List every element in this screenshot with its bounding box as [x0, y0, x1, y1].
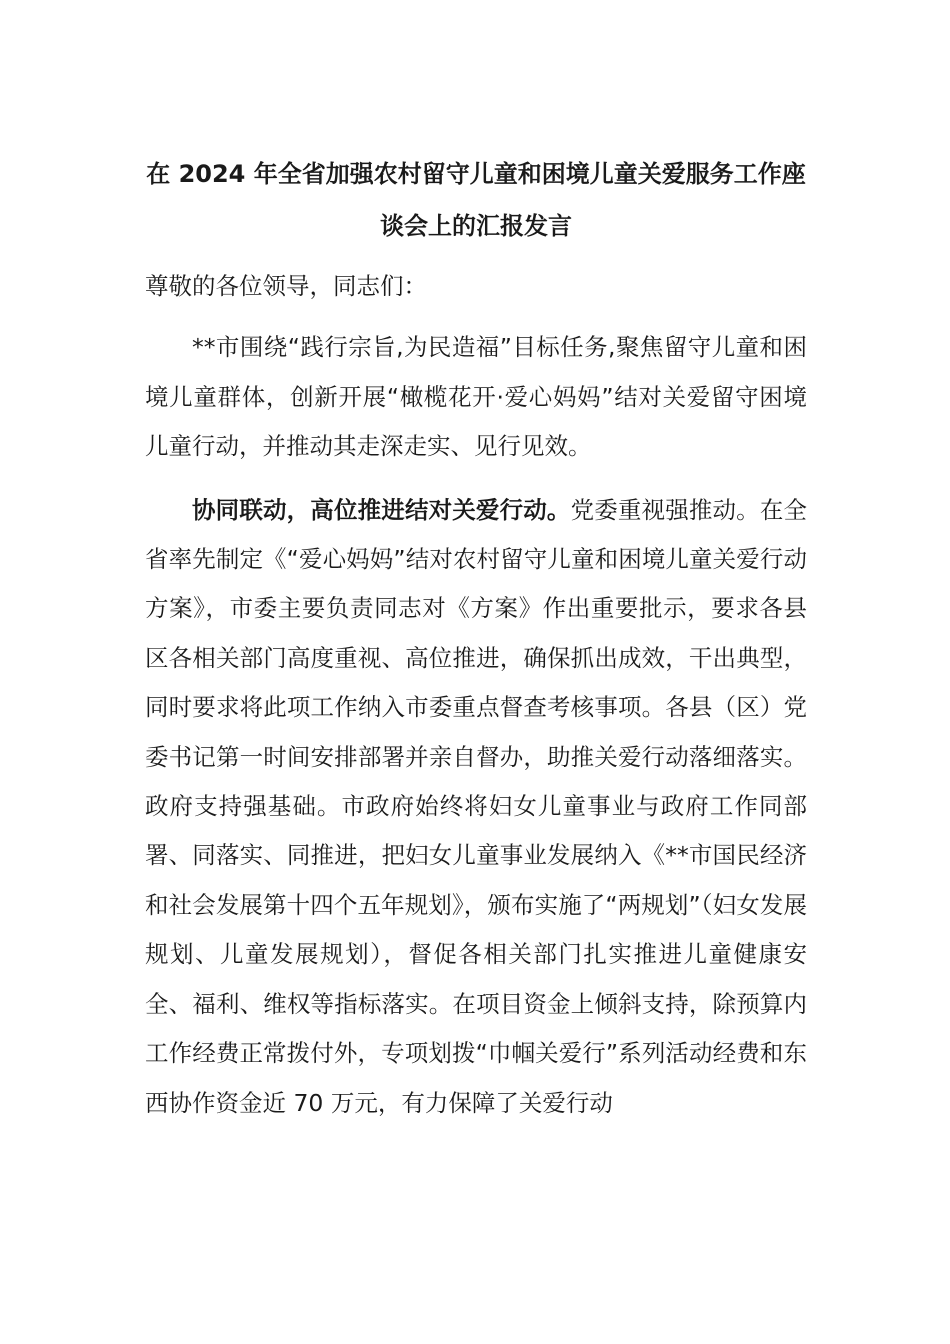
paragraph-coordination-heading: 协同联动，高位推进结对关爱行动。: [192, 495, 571, 524]
paragraph-coordination-text: 党委重视强推动。在全省率先制定《“爱心妈妈”结对农村留守儿童和困境儿童关爱行动方案》，市委主要负责同志对《方案》作出重要批示，要求各县区各相关部门高度重视、高位推进，确保抓出成效，干出典型，同时要求将此项工作纳入市委重点督查考核事项。各县（区）党委书记第一时间安排部署并亲自督办，助推关爱行动落细落实。政府支持强基础。市政府始终将妇女儿童事业与政府工作同部署、同落实、同推进，把妇女儿童事业发展纳入《**市国民经济和社会发展第十四个五年规划》，颁布实施了“两规划”（妇女发展规划、儿童发展规划），督促各相关部门扎实推进儿童健康安全、福利、维权等指标落实。在项目资金上倾斜支持，除预算内工作经费正常拨付外，专项划拨“巾帼关爱行”系列活动经费和东西协作资金近 70 万元，有力保障了关爱行动: [145, 495, 808, 1117]
paragraph-intro: [145, 323, 807, 471]
document-title: 在 2024 年全省加强农村留守儿童和困境儿童关爱服务工作座谈会上的汇报发言: [146, 160, 806, 240]
document-page: [145, 148, 807, 1128]
paragraph-coordination: [145, 486, 807, 1128]
salutation: 尊敬的各位领导，同志们：: [145, 272, 427, 300]
paragraph-intro-text: **市围绕“践行宗旨,为民造福”目标任务,聚焦留守儿童和困境儿童群体，创新开展“橄榄花开·爱心妈妈”结对关爱留守困境儿童行动，并推动其走深走实、见行见效。: [145, 333, 807, 461]
